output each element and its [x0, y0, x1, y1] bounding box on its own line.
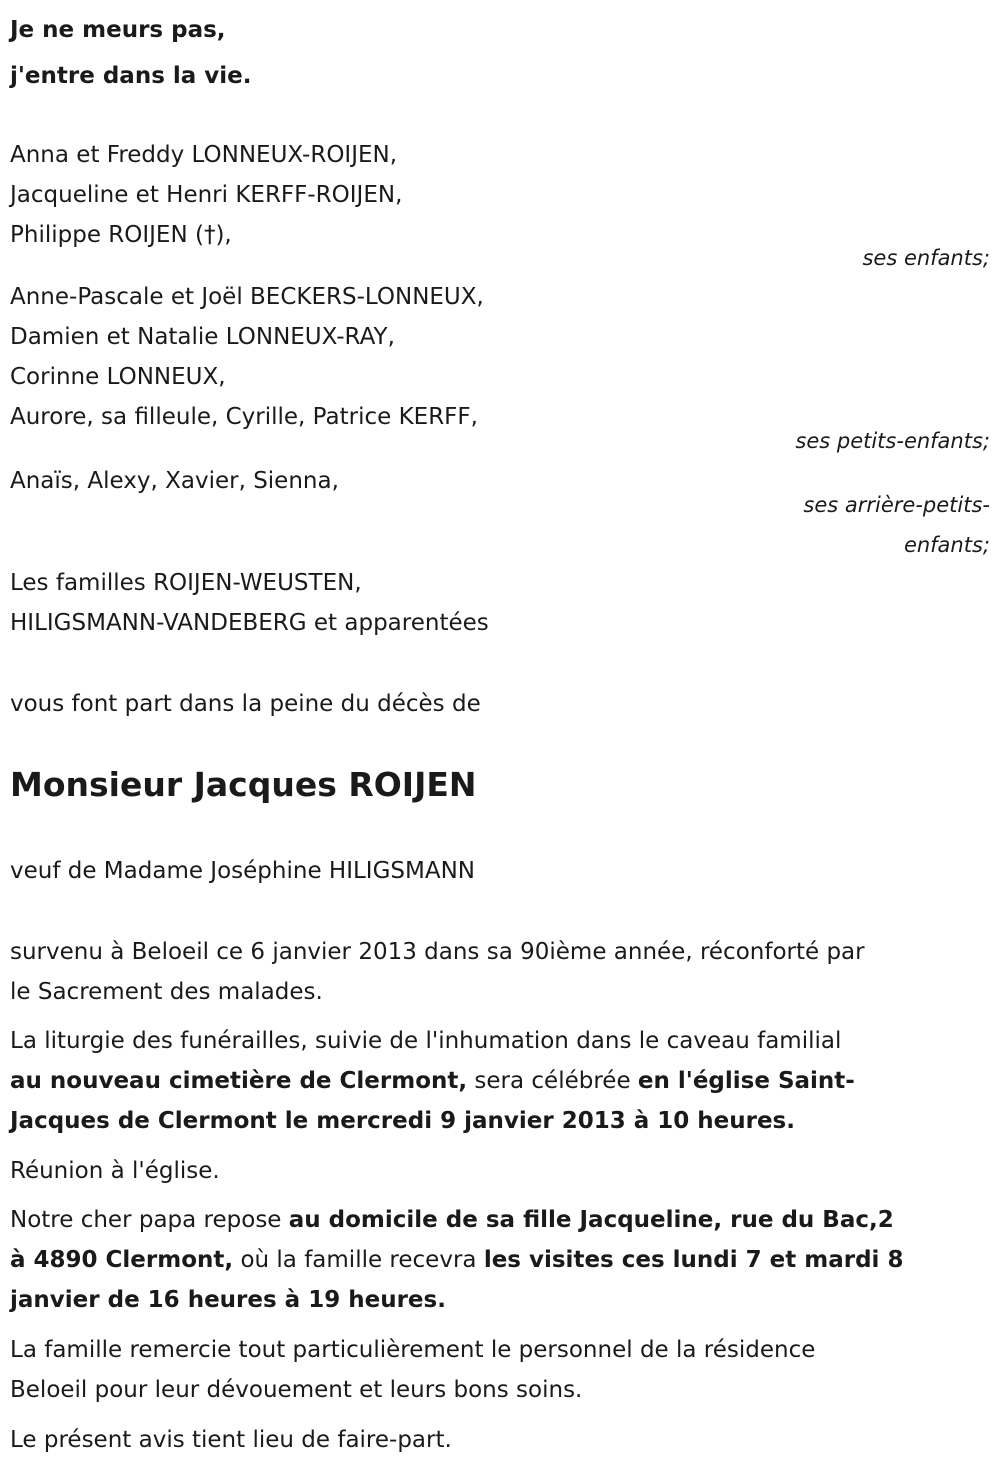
- paragraph-line: Le présent avis tient lieu de faire-part.: [10, 1427, 452, 1453]
- paragraph-line: le Sacrement des malades.: [10, 979, 323, 1005]
- family-line: Jacqueline et Henri KERFF-ROIJEN,: [10, 182, 403, 208]
- text: Notre cher papa repose: [10, 1207, 289, 1233]
- relation-label: enfants;: [903, 533, 990, 557]
- text: où la famille recevra: [233, 1247, 484, 1273]
- announcement: vous font part dans la peine du décès de: [10, 691, 481, 717]
- family-line: Anne-Pascale et Joël BECKERS-LONNEUX,: [10, 284, 484, 310]
- family-line: Aurore, sa filleule, Cyrille, Patrice KERFF,: [10, 404, 478, 430]
- bold-text: en l'église Saint-: [637, 1068, 855, 1094]
- bold-text: à 4890 Clermont,: [10, 1247, 234, 1273]
- family-line: Les familles ROIJEN-WEUSTEN,: [10, 570, 362, 596]
- relation-label: ses enfants;: [862, 246, 990, 270]
- paragraph-line: [10, 1245, 903, 1275]
- widower-line: veuf de Madame Joséphine HILIGSMANN: [10, 858, 475, 884]
- bold-text: au domicile de sa fille Jacqueline, rue du Bac,2: [288, 1207, 894, 1233]
- relation-label: ses arrière-petits-: [803, 493, 990, 517]
- epigraph-line: Je ne meurs pas,: [10, 17, 226, 43]
- paragraph-line: survenu à Beloeil ce 6 janvier 2013 dans sa 90ième année, réconforté par: [10, 939, 865, 965]
- deceased-name: Monsieur Jacques ROIJEN: [10, 765, 477, 804]
- text: sera célébrée: [467, 1068, 638, 1094]
- bold-text: les visites ces lundi 7 et mardi 8: [483, 1247, 904, 1273]
- family-line: Corinne LONNEUX,: [10, 364, 226, 390]
- paragraph-line: Jacques de Clermont le mercredi 9 janvier 2013 à 10 heures.: [10, 1108, 795, 1134]
- paragraph-line: Beloeil pour leur dévouement et leurs bons soins.: [10, 1377, 583, 1403]
- paragraph-line: [10, 1205, 894, 1235]
- paragraph-line: La famille remercie tout particulièrement le personnel de la résidence: [10, 1337, 816, 1363]
- family-line: Damien et Natalie LONNEUX-RAY,: [10, 324, 395, 350]
- paragraph-line: [10, 1066, 855, 1096]
- family-line: Anaïs, Alexy, Xavier, Sienna,: [10, 468, 339, 494]
- bold-text: au nouveau cimetière de Clermont,: [10, 1068, 468, 1094]
- paragraph-line: Réunion à l'église.: [10, 1158, 220, 1184]
- family-line: HILIGSMANN-VANDEBERG et apparentées: [10, 610, 489, 636]
- relation-label: ses petits-enfants;: [795, 429, 990, 453]
- paragraph-line: La liturgie des funérailles, suivie de l'inhumation dans le caveau familial: [10, 1028, 842, 1054]
- family-line: Philippe ROIJEN (†),: [10, 222, 232, 248]
- paragraph-line: janvier de 16 heures à 19 heures.: [10, 1287, 446, 1313]
- epigraph-line: j'entre dans la vie.: [10, 63, 252, 89]
- family-line: Anna et Freddy LONNEUX-ROIJEN,: [10, 142, 398, 168]
